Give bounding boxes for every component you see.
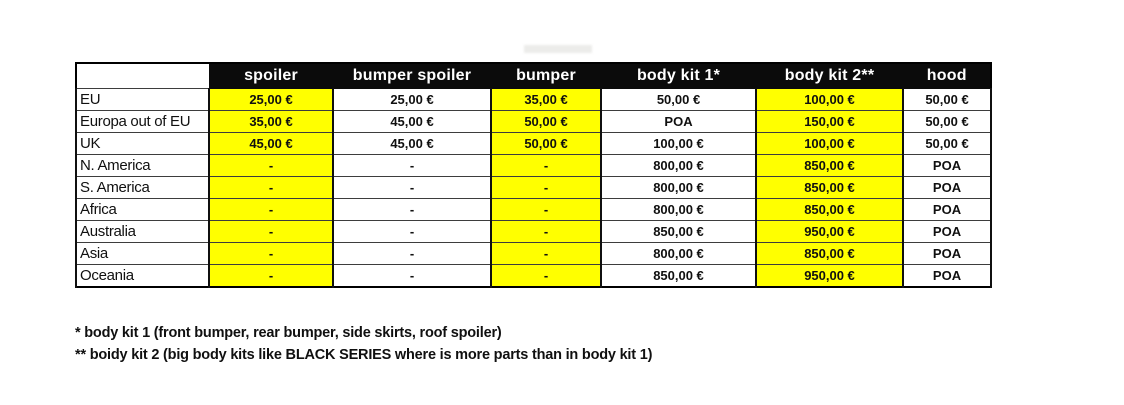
price-cell: POA	[903, 155, 991, 177]
footnote-body-kit-1: * body kit 1 (front bumper, rear bumper, side skirts, roof spoiler)	[75, 325, 502, 341]
price-cell: -	[209, 155, 333, 177]
price-cell: -	[209, 243, 333, 265]
table-row	[76, 155, 991, 177]
price-cell: 50,00 €	[491, 111, 601, 133]
table-row	[76, 89, 991, 111]
price-cell: 950,00 €	[756, 265, 903, 288]
price-cell: -	[333, 199, 491, 221]
price-cell: 100,00 €	[756, 133, 903, 155]
price-cell: 35,00 €	[209, 111, 333, 133]
region-cell: Africa	[76, 199, 209, 221]
price-cell: -	[333, 265, 491, 288]
table-row	[76, 243, 991, 265]
price-cell: 800,00 €	[601, 199, 756, 221]
price-cell: POA	[601, 111, 756, 133]
header-row	[76, 63, 991, 89]
table-row	[76, 133, 991, 155]
price-cell: 850,00 €	[601, 265, 756, 288]
header-cell-spoiler: spoiler	[209, 63, 333, 89]
region-cell: Asia	[76, 243, 209, 265]
region-cell: N. America	[76, 155, 209, 177]
price-cell: -	[209, 265, 333, 288]
price-cell: POA	[903, 265, 991, 288]
shipping-price-table	[75, 62, 992, 288]
price-cell: 50,00 €	[491, 133, 601, 155]
price-cell: -	[491, 199, 601, 221]
price-cell: 25,00 €	[209, 89, 333, 111]
price-cell: -	[333, 177, 491, 199]
price-cell: 50,00 €	[903, 111, 991, 133]
price-cell: 850,00 €	[756, 177, 903, 199]
price-cell: -	[333, 243, 491, 265]
header-cell-body-kit-2: body kit 2**	[756, 63, 903, 89]
table-row	[76, 199, 991, 221]
price-cell: 800,00 €	[601, 243, 756, 265]
price-cell: -	[209, 177, 333, 199]
price-cell: 100,00 €	[601, 133, 756, 155]
region-cell: Europa out of EU	[76, 111, 209, 133]
price-cell: -	[209, 221, 333, 243]
price-cell: 45,00 €	[333, 133, 491, 155]
table-row	[76, 265, 991, 288]
price-cell: POA	[903, 243, 991, 265]
price-cell: 50,00 €	[903, 89, 991, 111]
price-cell: -	[491, 243, 601, 265]
price-cell: 45,00 €	[209, 133, 333, 155]
region-cell: S. America	[76, 177, 209, 199]
price-cell: -	[491, 155, 601, 177]
price-cell: -	[209, 199, 333, 221]
price-cell: 800,00 €	[601, 155, 756, 177]
price-table-body	[76, 89, 991, 288]
price-cell: 45,00 €	[333, 111, 491, 133]
footnotes	[75, 323, 652, 366]
header-cell-bumper: bumper	[491, 63, 601, 89]
price-cell: POA	[903, 199, 991, 221]
price-cell: 850,00 €	[756, 155, 903, 177]
price-cell: 50,00 €	[903, 133, 991, 155]
price-cell: 50,00 €	[601, 89, 756, 111]
price-cell: -	[491, 265, 601, 288]
price-cell: 150,00 €	[756, 111, 903, 133]
price-cell: 25,00 €	[333, 89, 491, 111]
region-cell: Oceania	[76, 265, 209, 288]
footnote-body-kit-2: ** boidy kit 2 (big body kits like BLACK SERIES where is more parts than in body kit 1)	[75, 346, 653, 363]
price-cell: POA	[903, 177, 991, 199]
price-cell: 100,00 €	[756, 89, 903, 111]
header-cell-bumper-spoiler: bumper spoiler	[333, 63, 491, 89]
header-cell-body-kit-1: body kit 1*	[601, 63, 756, 89]
table-row	[76, 111, 991, 133]
price-cell: -	[333, 155, 491, 177]
price-cell: 950,00 €	[756, 221, 903, 243]
price-cell: 35,00 €	[491, 89, 601, 111]
header-cell-hood: hood	[903, 63, 991, 89]
price-cell: 850,00 €	[601, 221, 756, 243]
render-artifact	[524, 45, 592, 53]
price-cell: -	[491, 177, 601, 199]
price-cell: 800,00 €	[601, 177, 756, 199]
region-cell: Australia	[76, 221, 209, 243]
region-cell: UK	[76, 133, 209, 155]
price-cell: 850,00 €	[756, 199, 903, 221]
table-row	[76, 177, 991, 199]
price-cell: -	[491, 221, 601, 243]
price-cell: POA	[903, 221, 991, 243]
price-cell: 850,00 €	[756, 243, 903, 265]
header-cell-empty	[76, 63, 209, 89]
price-cell: -	[333, 221, 491, 243]
table-row	[76, 221, 991, 243]
region-cell: EU	[76, 89, 209, 111]
